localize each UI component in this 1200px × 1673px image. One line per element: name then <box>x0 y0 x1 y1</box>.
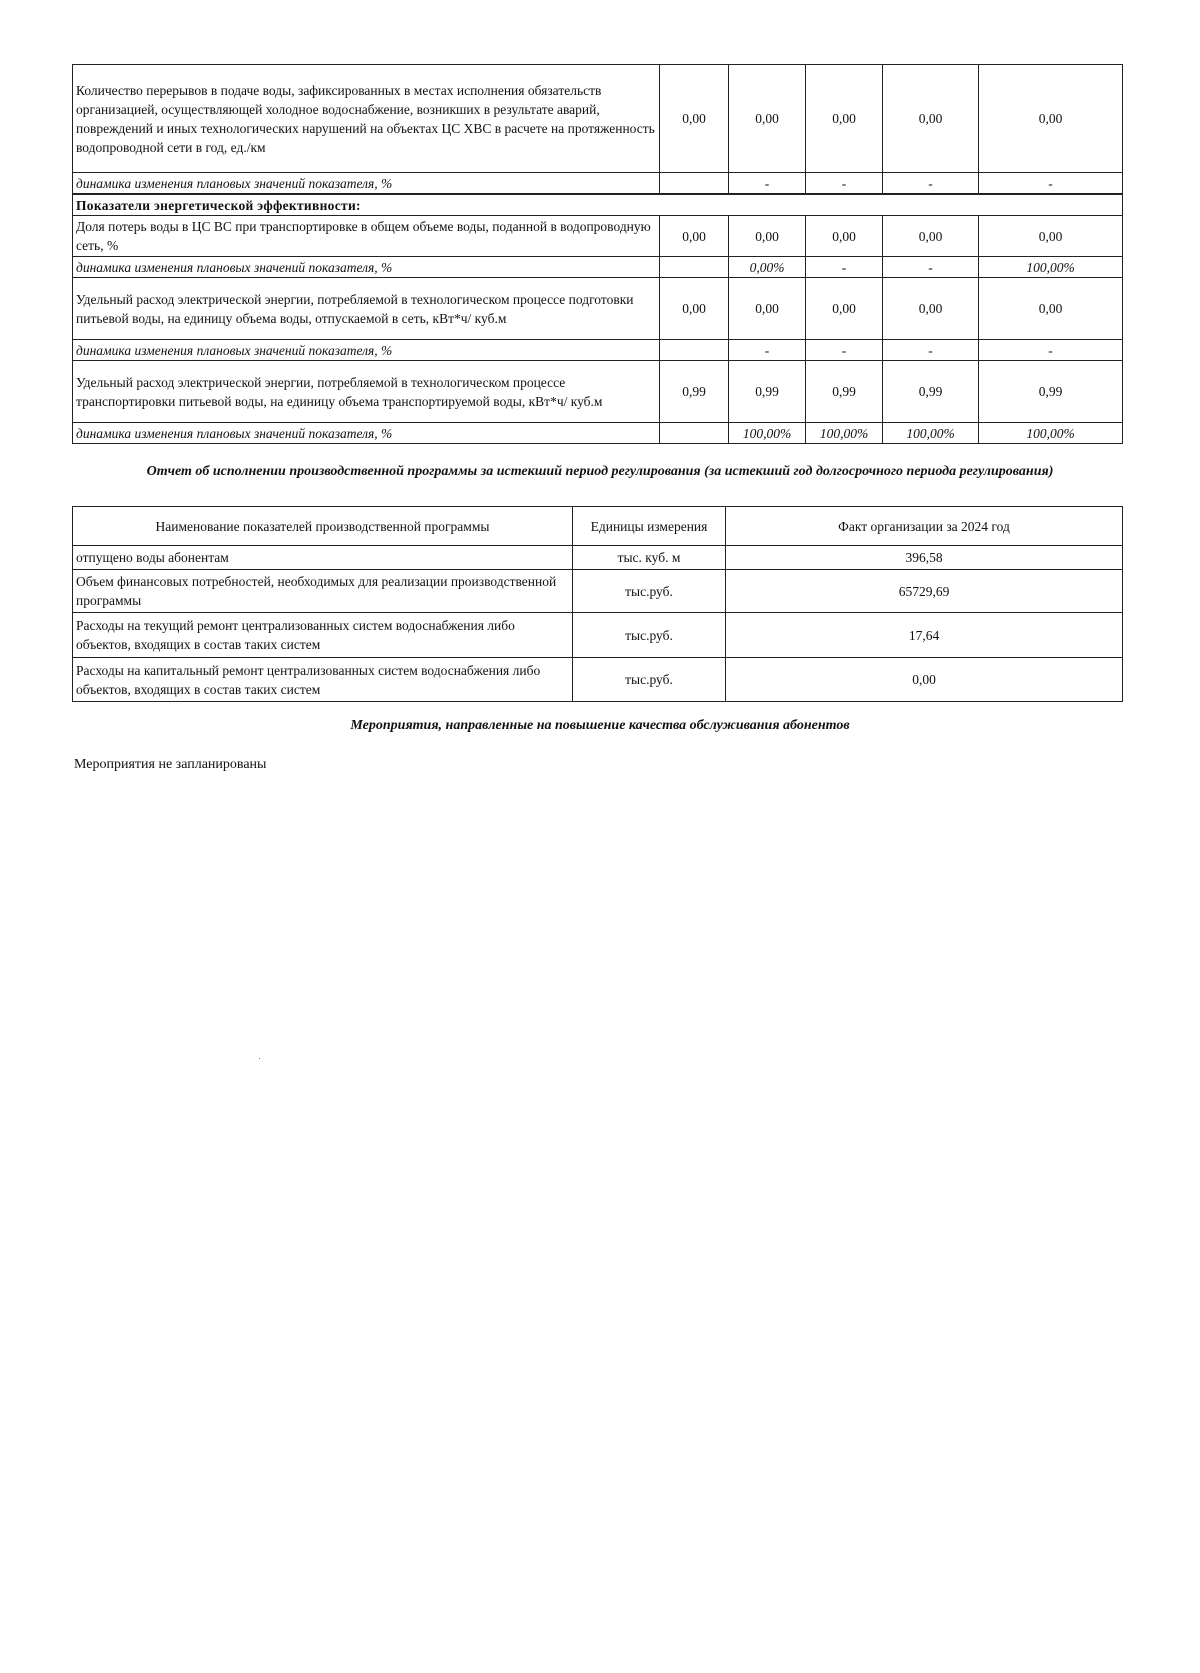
program-item-unit: тыс.руб. <box>573 613 726 658</box>
dynamics-label: динамика изменения плановых значений показателя, % <box>73 257 660 278</box>
indicator-value: 0,00 <box>883 65 979 173</box>
indicator-value: 0,00 <box>729 65 806 173</box>
indicator-value: 0,00 <box>979 65 1123 173</box>
indicator-value: 0,99 <box>883 361 979 423</box>
dynamics-value <box>660 423 729 444</box>
column-header-name: Наименование показателей производственной программы <box>73 507 573 546</box>
program-item-name: отпущено воды абонентам <box>73 546 573 570</box>
indicator-value: 0,99 <box>660 361 729 423</box>
indicator-name: Доля потерь воды в ЦС ВС при транспортировке в общем объеме воды, поданной в водопроводную сеть, % <box>73 216 660 257</box>
section-title: Показатели энергетической эффективности: <box>73 194 1123 216</box>
indicator-value: 0,00 <box>729 216 806 257</box>
indicator-value: 0,00 <box>660 65 729 173</box>
table-row <box>73 173 1123 195</box>
indicator-value: 0,00 <box>883 278 979 340</box>
table-row <box>73 546 1123 570</box>
table-row <box>73 570 1123 613</box>
program-item-fact: 396,58 <box>726 546 1123 570</box>
table-header-row <box>73 507 1123 546</box>
table-row <box>73 423 1123 444</box>
dynamics-value <box>660 257 729 278</box>
dynamics-label: динамика изменения плановых значений показателя, % <box>73 423 660 444</box>
table-row <box>73 278 1123 340</box>
table-row <box>73 361 1123 423</box>
dynamics-value: 0,00% <box>729 257 806 278</box>
table-row <box>73 257 1123 278</box>
indicator-value: 0,99 <box>729 361 806 423</box>
indicator-value: 0,00 <box>806 278 883 340</box>
table-row <box>73 658 1123 702</box>
dynamics-value: 100,00% <box>979 423 1123 444</box>
indicator-value: 0,00 <box>660 216 729 257</box>
dynamics-value: - <box>729 340 806 361</box>
indicator-name: Удельный расход электрической энергии, потребляемой в технологическом процессе транспортировки питьевой воды, на единицу объема транспортируемой воды, кВт*ч/ куб.м <box>73 361 660 423</box>
program-item-unit: тыс.руб. <box>573 570 726 613</box>
indicator-name: Количество перерывов в подаче воды, зафиксированных в местах исполнения обязательств организацией, осуществляющей холодное водоснабжение, возникших в результате аварий, повреждений и иных технологических нарушений на объектах ЦС ХВС в расчете на протяженность водопроводной сети в год, ед./км <box>73 65 660 173</box>
indicator-value: 0,00 <box>979 278 1123 340</box>
dynamics-value: - <box>883 340 979 361</box>
table-row <box>73 613 1123 658</box>
indicator-value: 0,00 <box>806 216 883 257</box>
dynamics-value: - <box>979 340 1123 361</box>
indicator-value: 0,00 <box>806 65 883 173</box>
indicator-value: 0,00 <box>883 216 979 257</box>
dynamics-value: - <box>979 173 1123 195</box>
dynamics-value: - <box>806 173 883 195</box>
dynamics-value: 100,00% <box>883 423 979 444</box>
program-item-name: Расходы на текущий ремонт централизованных систем водоснабжения либо объектов, входящих в состав таких систем <box>73 613 573 658</box>
program-item-name: Объем финансовых потребностей, необходимых для реализации производственной программы <box>73 570 573 613</box>
report-caption: Отчет об исполнении производственной программы за истекший период регулирования (за истекший год долгосрочного периода регулирования) <box>146 464 1054 479</box>
column-header-unit: Единицы измерения <box>573 507 726 546</box>
dynamics-value: - <box>883 257 979 278</box>
program-item-fact: 0,00 <box>726 658 1123 702</box>
dynamics-value: - <box>806 340 883 361</box>
indicator-value: 0,00 <box>660 278 729 340</box>
column-header-fact: Факт организации за 2024 год <box>726 507 1123 546</box>
measures-note: Мероприятия не запланированы <box>74 757 267 772</box>
program-item-unit: тыс. куб. м <box>573 546 726 570</box>
program-item-fact: 17,64 <box>726 613 1123 658</box>
indicator-value: 0,00 <box>979 216 1123 257</box>
table-row <box>73 340 1123 361</box>
program-item-unit: тыс.руб. <box>573 658 726 702</box>
table-row <box>73 65 1123 173</box>
indicator-value: 0,99 <box>979 361 1123 423</box>
dynamics-label: динамика изменения плановых значений показателя, % <box>73 340 660 361</box>
program-table <box>72 506 1123 702</box>
dynamics-value <box>660 173 729 195</box>
dynamics-label: динамика изменения плановых значений показателя, % <box>73 173 660 195</box>
indicators-table <box>72 64 1123 444</box>
indicator-name: Удельный расход электрической энергии, потребляемой в технологическом процессе подготовки питьевой воды, на единицу объема воды, отпускаемой в сеть, кВт*ч/ куб.м <box>73 278 660 340</box>
program-item-name: Расходы на капитальный ремонт централизованных систем водоснабжения либо объектов, входящих в состав таких систем <box>73 658 573 702</box>
program-item-fact: 65729,69 <box>726 570 1123 613</box>
dynamics-value <box>660 340 729 361</box>
measures-caption: Мероприятия, направленные на повышение качества обслуживания абонентов <box>350 718 850 733</box>
dynamics-value: - <box>729 173 806 195</box>
dynamics-value: 100,00% <box>979 257 1123 278</box>
dynamics-value: - <box>883 173 979 195</box>
dynamics-value: - <box>806 257 883 278</box>
indicator-value: 0,00 <box>729 278 806 340</box>
section-header-row <box>73 194 1123 216</box>
dynamics-value: 100,00% <box>806 423 883 444</box>
dynamics-value: 100,00% <box>729 423 806 444</box>
table-row <box>73 216 1123 257</box>
indicator-value: 0,99 <box>806 361 883 423</box>
scan-speck <box>259 1058 260 1059</box>
